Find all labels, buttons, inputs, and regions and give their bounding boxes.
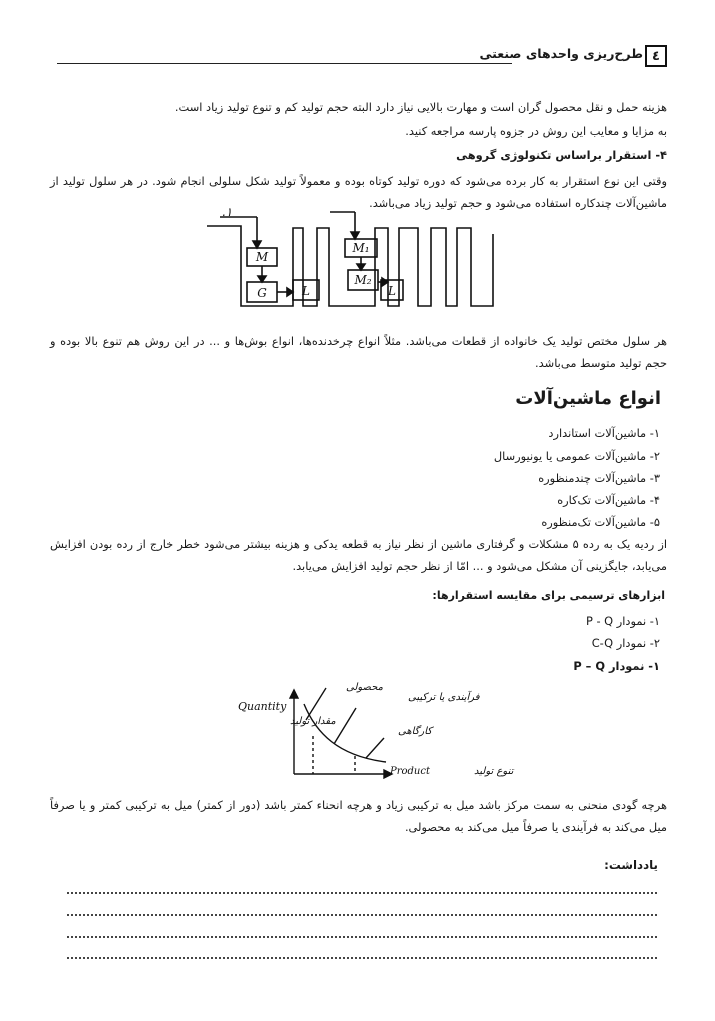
x-axis-label-fa: تنوع تولید: [474, 766, 514, 777]
machine-item-2: ۲- ماشین‌آلات عمومی یا یونیورسال: [493, 449, 660, 463]
pq-subheading: ۱- نمودار P – Q: [573, 659, 660, 673]
group-technology-cell-figure: [205, 205, 505, 315]
notes-title: یادداشت:: [604, 858, 658, 872]
machines-paragraph: از ردیه یک به رده ۵ مشکلات و گرفتاری ماشین از نظر نیاز به قطعه یدکی و هزینه بیشتر می‌شود خطر خارج از رده بودن افزایش می‌یابد، جایگزینی آن مشکل می‌شود و ... امّا از نظر حجم تولید افزایش می‌یابد.: [50, 537, 668, 573]
figure1-box-l2: L: [388, 284, 396, 298]
notes-line-4: [67, 956, 657, 959]
closing-paragraph: هرچه گودی منحنی به سمت مرکز باشد میل به ترکیبی زیاد و هرچه انحناء کمتر باشد (دور از کمتر) میل به ترکیبی کمتر و یا صرفاً میل می‌کند به فرآیندی یا صرفاً میل می‌کند به محصولی.: [50, 798, 667, 834]
figure1-box-g: G: [257, 286, 267, 300]
notes-line-3: [67, 935, 657, 938]
page-number: ٤: [645, 45, 667, 67]
curve-label-process: فرآیندی یا ترکیبی: [408, 692, 480, 703]
figure1-box-m: M: [255, 250, 269, 264]
machine-item-4: ۴- ماشین‌آلات تک‌کاره: [557, 493, 660, 507]
page-header-title: طرح‌ریزی واحدهای صنعتی: [479, 46, 643, 61]
x-axis-label-en: Product: [390, 766, 430, 777]
intro-line-2: به مزایا و معایب این روش در جزوه پارسه مراجعه کنید.: [405, 124, 667, 138]
machine-item-1: ۱- ماشین‌آلات استاندارد: [548, 426, 660, 440]
machine-item-3: ۳- ماشین‌آلات چندمنظوره: [538, 471, 660, 485]
tool-item-1: ۱- نمودار P - Q: [585, 614, 660, 628]
figure1-box-m2: M₂: [354, 273, 372, 287]
figure1-label-top: ۱.: [221, 205, 233, 219]
figure1-box-m1: M₁: [352, 241, 370, 255]
y-axis-label-en: Quantity: [238, 700, 287, 713]
machine-item-5: ۵- ماشین‌آلات تک‌منظوره: [541, 515, 660, 529]
section4-paragraph: وقتی این نوع استقرار به کار برده می‌شود که دوره تولید کوتاه بوده و معمولاً تولید شکل سلولی انجام شود. در هر سلول تولید از ماشین‌آلات چندکاره استفاده می‌شود و حجم تولید زیاد می‌باشد.: [50, 174, 667, 210]
section4-heading: ۴- استقرار براساس تکنولوژی گروهی: [456, 148, 667, 162]
figure1-box-l1: L: [302, 284, 310, 298]
machines-heading: انواع ماشین‌آلات: [515, 388, 661, 409]
notes-line-2: [67, 913, 657, 916]
curve-label-product: محصولی: [346, 682, 384, 693]
curve-label-job-shop: کارگاهی: [398, 726, 433, 737]
cell-family-paragraph: هر سلول مختص تولید یک خانواده از قطعات می‌باشد. مثلاً انواع چرخدنده‌ها، انواع بوش‌ها و ... در این روش هم تنوع بالا بوده و حجم تولید متوسط می‌باشد.: [50, 334, 667, 370]
intro-line-1: هزینه حمل و نقل محصول گران است و مهارت بالایی نیاز دارد البته حجم تولید کم و تنوع تولید زیاد است.: [174, 100, 667, 114]
y-axis-label-fa: مقدار تولید: [290, 716, 336, 727]
tools-heading: ابزارهای ترسیمی برای مقایسه استقرارها:: [432, 589, 665, 602]
tool-item-2: ۲- نمودار C-Q: [591, 636, 660, 650]
pq-diagram: [238, 678, 514, 778]
notes-line-1: [67, 891, 657, 894]
header-rule: [57, 63, 512, 64]
